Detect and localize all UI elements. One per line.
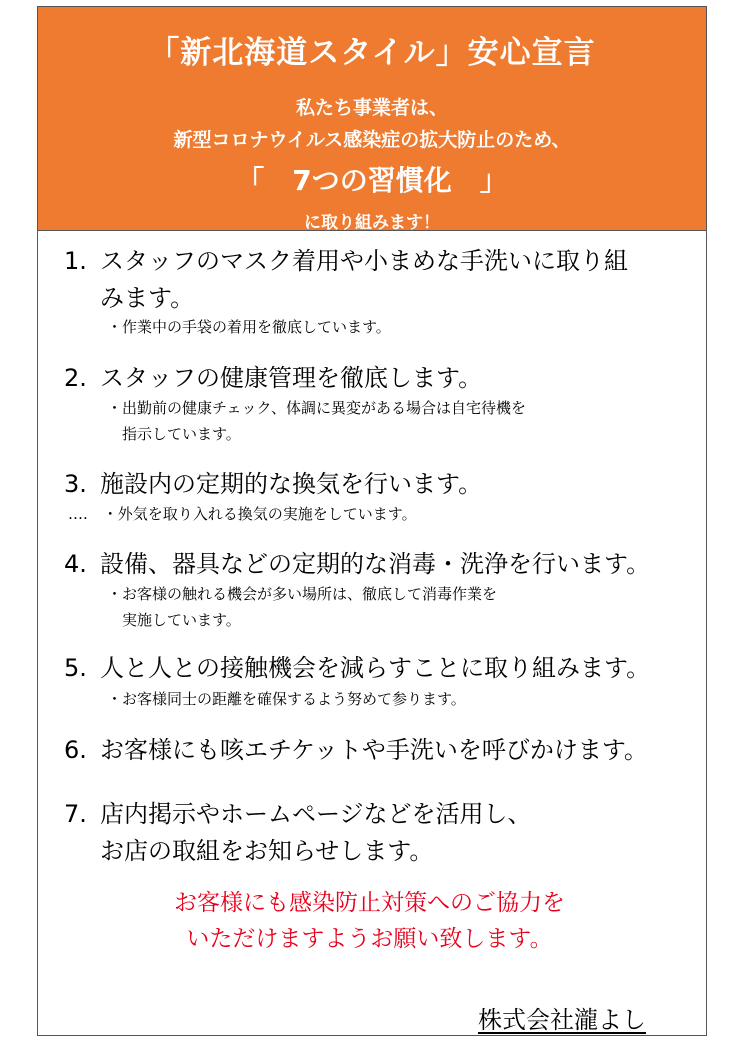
item-sub-4-1: ・お客様の触れる機会が多い場所は、徹底して消毒作業を: [107, 585, 498, 603]
item-text-continued: お店の取組をお知らせします。: [100, 837, 434, 865]
item-text: お客様にも咳エチケットや手洗いを呼びかけます。: [100, 736, 648, 764]
item-number: 6.: [64, 736, 87, 764]
item-text: 設備、器具などの定期的な消毒・洗浄を行います。: [100, 550, 651, 578]
list-item-7: [64, 797, 532, 831]
item-number: 5.: [64, 654, 87, 682]
header-line-3: に取り組みます！: [304, 213, 440, 233]
header-banner: [37, 6, 707, 231]
page-title: 「新北海道スタイル」安心宣言: [148, 35, 596, 71]
item-sub-2-1: ・出勤前の健康チェック、体調に異変がある場合は自宅待機を: [107, 399, 526, 417]
request-note-line-1: お客様にも感染防止対策へのご協力を: [174, 890, 565, 916]
item-sub-5-1: ・お客様同士の距離を確保するよう努めて参ります。: [107, 690, 466, 708]
list-item-6: [64, 733, 648, 767]
header-line-1: 私たち事業者は、: [295, 97, 448, 119]
item-sub-3-1: …. ・外気を取り入れる換気の実施をしています。: [68, 505, 417, 523]
item-text: 施設内の定期的な換気を行います。: [100, 470, 483, 498]
list-item-2: [64, 361, 482, 395]
item-number: 3.: [64, 470, 87, 498]
request-note-line-2: いただけますようお願い致します。: [186, 926, 553, 952]
company-name: 株式会社瀧よし: [478, 1006, 646, 1034]
item-number: 4.: [64, 550, 87, 578]
item-text: スタッフの健康管理を徹底します。: [100, 364, 483, 392]
item-sub-1-1: ・作業中の手袋の着用を徹底しています。: [107, 318, 391, 336]
item-text-continued: みます。: [100, 284, 195, 312]
item-sub-4-2: 実施しています。: [107, 611, 241, 629]
list-item-1: [64, 244, 628, 278]
item-number: 2.: [64, 364, 87, 392]
item-text: 店内掲示やホームページなどを活用し、: [100, 800, 532, 828]
habit-heading: 「 7つの習慣化 」: [236, 164, 508, 197]
item-text: スタッフのマスク着用や小まめな手洗いに取り組: [100, 247, 628, 275]
item-sub-2-2: 指示しています。: [107, 425, 241, 443]
item-text: 人と人との接触機会を減らすことに取り組みます。: [100, 654, 651, 682]
list-item-5: [64, 651, 650, 685]
header-line-2: 新型コロナウイルス感染症の拡大防止のため、: [173, 129, 571, 151]
list-item-3: [64, 467, 482, 501]
list-item-4: [64, 547, 650, 581]
item-number: 1.: [64, 247, 87, 275]
item-number: 7.: [64, 800, 87, 828]
